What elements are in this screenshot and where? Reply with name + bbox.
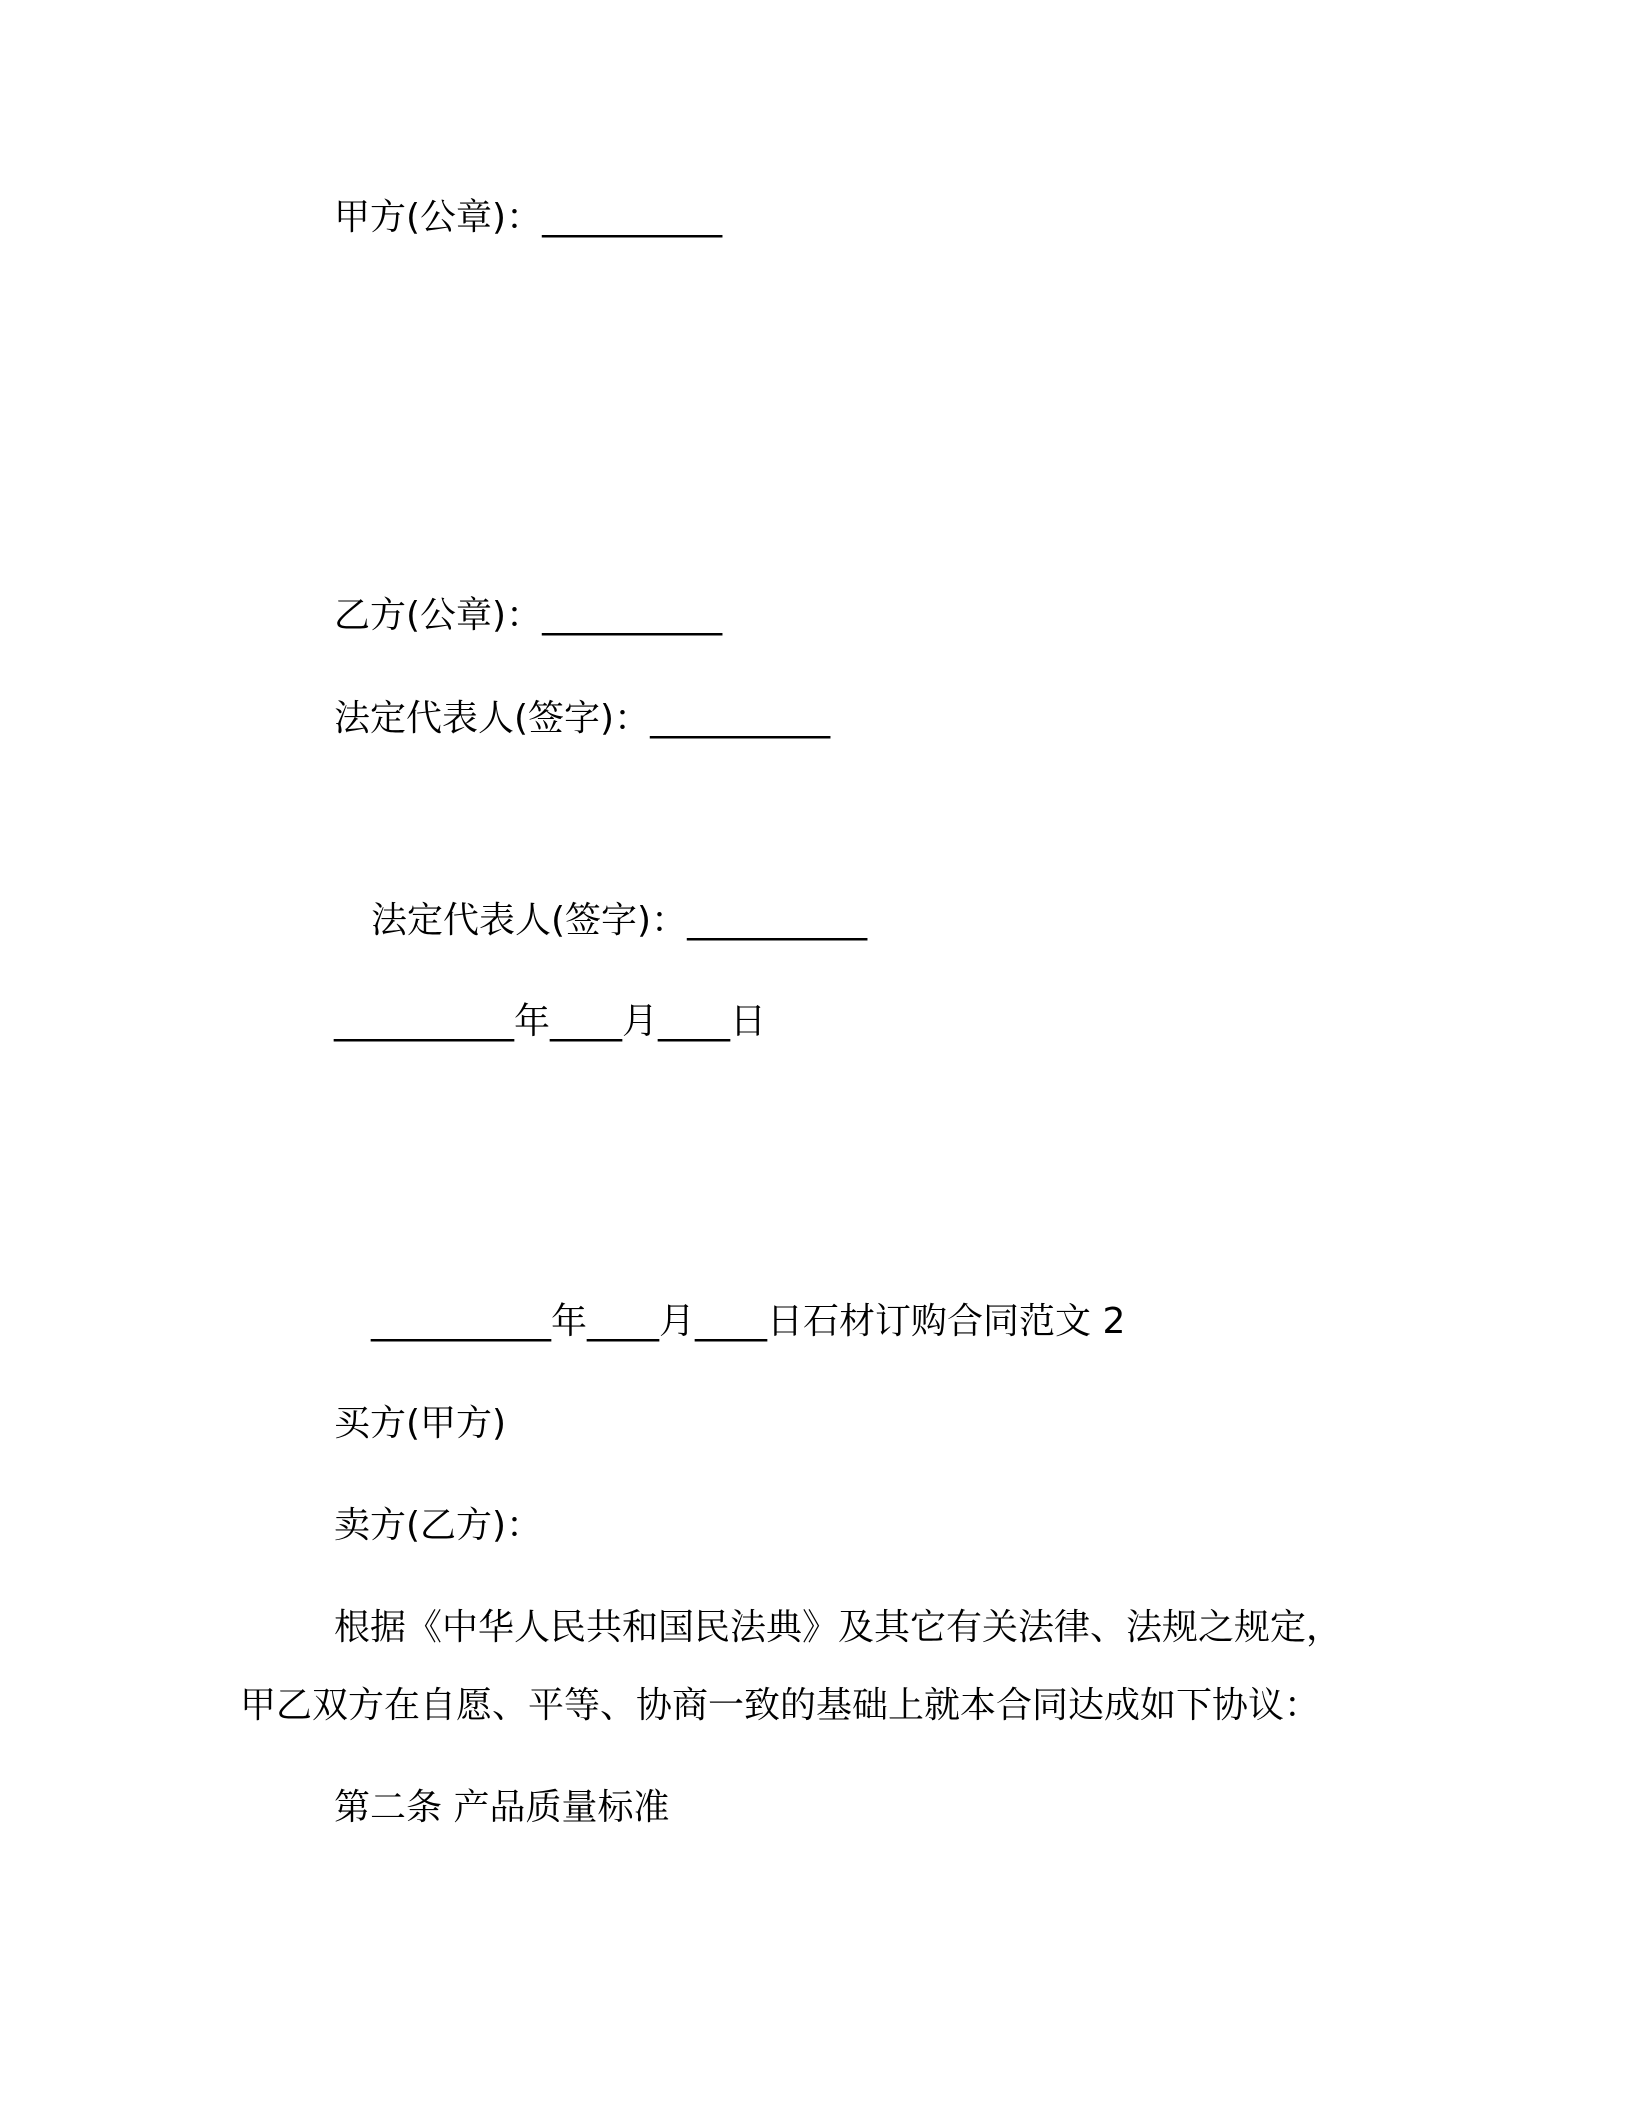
buyer-label: 买方(甲方): [334, 1403, 507, 1444]
date-and-contract-title: __________年____月____日石材订购合同范文 2: [371, 1301, 1126, 1342]
legal-representative-signature-line: 法定代表人(签字)：__________: [334, 698, 831, 739]
preamble-paragraph-line-1: 根据《中华人民共和国民法典》及其它有关法律、法规之规定，: [334, 1607, 1343, 1648]
legal-representative-signature-line-2: 法定代表人(签字)：__________: [371, 900, 868, 941]
party-a-seal-line: 甲方(公章)：__________: [334, 197, 723, 238]
party-b-seal-line: 乙方(公章)：__________: [334, 595, 723, 636]
seller-label: 卖方(乙方)：: [334, 1505, 543, 1546]
date-line: __________年____月____日: [334, 1001, 766, 1042]
preamble-paragraph-line-2: 甲乙双方在自愿、平等、协商一致的基础上就本合同达成如下协议：: [240, 1685, 1321, 1726]
article-2-heading: 第二条 产品质量标准: [334, 1787, 670, 1828]
